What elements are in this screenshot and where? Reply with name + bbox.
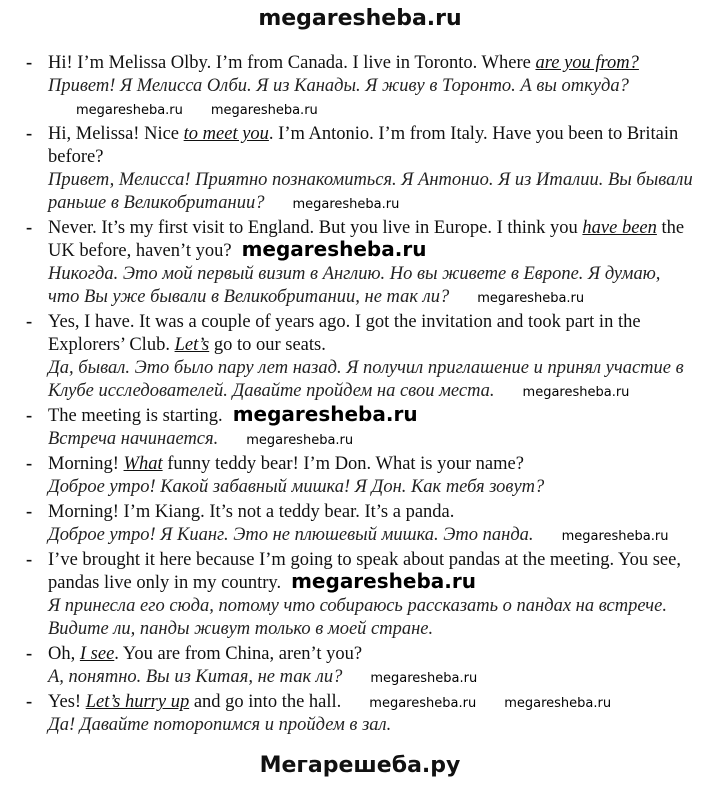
english-line: [48, 52, 696, 75]
dialogue-entry: [26, 402, 696, 451]
english-line: [48, 453, 696, 476]
russian-line: [48, 263, 696, 309]
english-text-end: go to our seats.: [209, 335, 326, 355]
english-line: [48, 217, 696, 263]
dialogue-entry: [26, 549, 696, 641]
bullet-dash: -: [26, 502, 33, 522]
russian-line: [48, 476, 696, 499]
english-text: I’ve brought it here because I’m going to speak about pandas at the meeting. You see, pandas live only in my country.: [48, 550, 681, 593]
underlined-phrase: have been: [582, 218, 657, 238]
english-text-end: . You are from China, aren’t you?: [114, 644, 363, 664]
russian-translation: Да, бывал. Это было пару лет назад. Я получил приглашение и принял участие в Клубе исследователей. Давайте пройдем на свои места.: [48, 358, 684, 401]
russian-line: [48, 357, 696, 403]
english-text: Morning!: [48, 454, 124, 474]
english-line: [48, 691, 696, 714]
english-text-end: and go into the hall.: [189, 692, 342, 712]
underlined-phrase: to meet you: [183, 124, 269, 144]
english-text-end: funny teddy bear! I’m Don. What is your name?: [162, 454, 524, 474]
english-line: [48, 311, 696, 357]
english-line: [48, 549, 696, 595]
underlined-phrase: Let’s hurry up: [85, 692, 190, 712]
watermark: megaresheba.ru: [477, 291, 585, 306]
english-text-end: the UK before, haven’t you?: [48, 218, 685, 261]
russian-line: [48, 714, 696, 737]
english-text: Yes, I have. It was a couple of years ago. I got the invitation and took part in the Explorers’ Club.: [48, 312, 641, 355]
dialogue-entry: [26, 52, 696, 121]
watermark: megaresheba.ru: [292, 197, 400, 212]
english-text: Oh,: [48, 644, 80, 664]
english-line: [48, 643, 696, 666]
english-text: The meeting is starting.: [48, 406, 223, 426]
watermark: megaresheba.ru: [504, 696, 612, 711]
english-text-end: . I’m Antonio. I’m from Italy. Have you been to Britain before?: [48, 124, 679, 167]
dialogue-entry: [26, 123, 696, 215]
underlined-phrase: are you from?: [535, 53, 639, 73]
bullet-dash: -: [26, 406, 33, 426]
dialogue-entry: [26, 453, 696, 499]
bullet-dash: -: [26, 644, 33, 664]
russian-translation: Привет! Я Мелисса Олби. Я из Канады. Я живу в Торонто. А вы откуда?: [48, 76, 629, 96]
underlined-phrase: What: [123, 454, 163, 474]
bullet-dash: -: [26, 692, 33, 712]
underlined-phrase: I see: [79, 644, 115, 664]
bullet-dash: -: [26, 53, 33, 73]
russian-translation: Я принесла его сюда, потому что собираюсь рассказать о пандах на встрече. Видите ли, панды живут только в моей стране.: [48, 596, 667, 639]
dialogue-entry: [26, 691, 696, 737]
english-text: Hi! I’m Melissa Olby. I’m from Canada. I live in Toronto. Where: [48, 53, 536, 73]
russian-line: [48, 666, 696, 689]
dialogue-entry: [26, 217, 696, 309]
underlined-phrase: Let’s: [174, 335, 210, 355]
english-text: Yes!: [48, 692, 86, 712]
dialogue-entry: [26, 501, 696, 547]
watermark: megaresheba.ru: [370, 671, 478, 686]
russian-line: [48, 428, 696, 451]
bullet-dash: -: [26, 218, 33, 238]
russian-translation: А, понятно. Вы из Китая, не так ли?: [48, 667, 343, 687]
russian-line: [48, 169, 696, 215]
russian-line: [48, 75, 696, 121]
russian-translation: Доброе утро! Какой забавный мишка! Я Дон. Как тебя зовут?: [48, 477, 545, 497]
bullet-dash: -: [26, 312, 33, 332]
english-line: [48, 123, 696, 169]
russian-translation: Привет, Мелисса! Приятно познакомиться. Я Антонио. Я из Италии. Вы бывали раньше в Великобритании?: [48, 170, 693, 213]
site-header: megaresheba.ru: [258, 6, 462, 31]
english-line: [48, 501, 696, 524]
russian-line: [48, 524, 696, 547]
english-text: Morning! I’m Kiang. It’s not a teddy bear. It’s a panda.: [48, 502, 455, 522]
russian-translation: Доброе утро! Я Кианг. Это не плюшевый мишка. Это панда.: [48, 525, 534, 545]
russian-translation: Встреча начинается.: [48, 429, 219, 449]
russian-line: [48, 595, 696, 641]
english-text: Never. It’s my first visit to England. But you live in Europe. I think you: [48, 218, 583, 238]
watermark: megaresheba.ru: [232, 402, 418, 426]
bullet-dash: -: [26, 454, 33, 474]
bullet-dash: -: [26, 550, 33, 570]
russian-translation: Да! Давайте поторопимся и пройдем в зал.: [48, 715, 392, 735]
english-line: [48, 402, 696, 428]
english-text: Hi, Melissa! Nice: [48, 124, 184, 144]
dialogue: [0, 52, 720, 737]
watermark: megaresheba.ru: [76, 103, 183, 118]
watermark: megaresheba.ru: [561, 529, 669, 544]
watermark: megaresheba.ru: [291, 569, 476, 593]
watermark: megaresheba.ru: [369, 696, 477, 711]
watermark: megaresheba.ru: [210, 103, 318, 118]
dialogue-entry: [26, 643, 696, 689]
watermark: megaresheba.ru: [241, 237, 427, 261]
watermark: megaresheba.ru: [246, 433, 354, 448]
site-footer: Мегарешеба.ру: [259, 753, 461, 778]
russian-translation: Никогда. Это мой первый визит в Англию. Но вы живете в Европе. Я думаю, что Вы уже бывали в Великобритании, не так ли?: [48, 264, 661, 307]
bullet-dash: -: [26, 124, 33, 144]
watermark: megaresheba.ru: [522, 385, 630, 400]
dialogue-entry: [26, 311, 696, 403]
